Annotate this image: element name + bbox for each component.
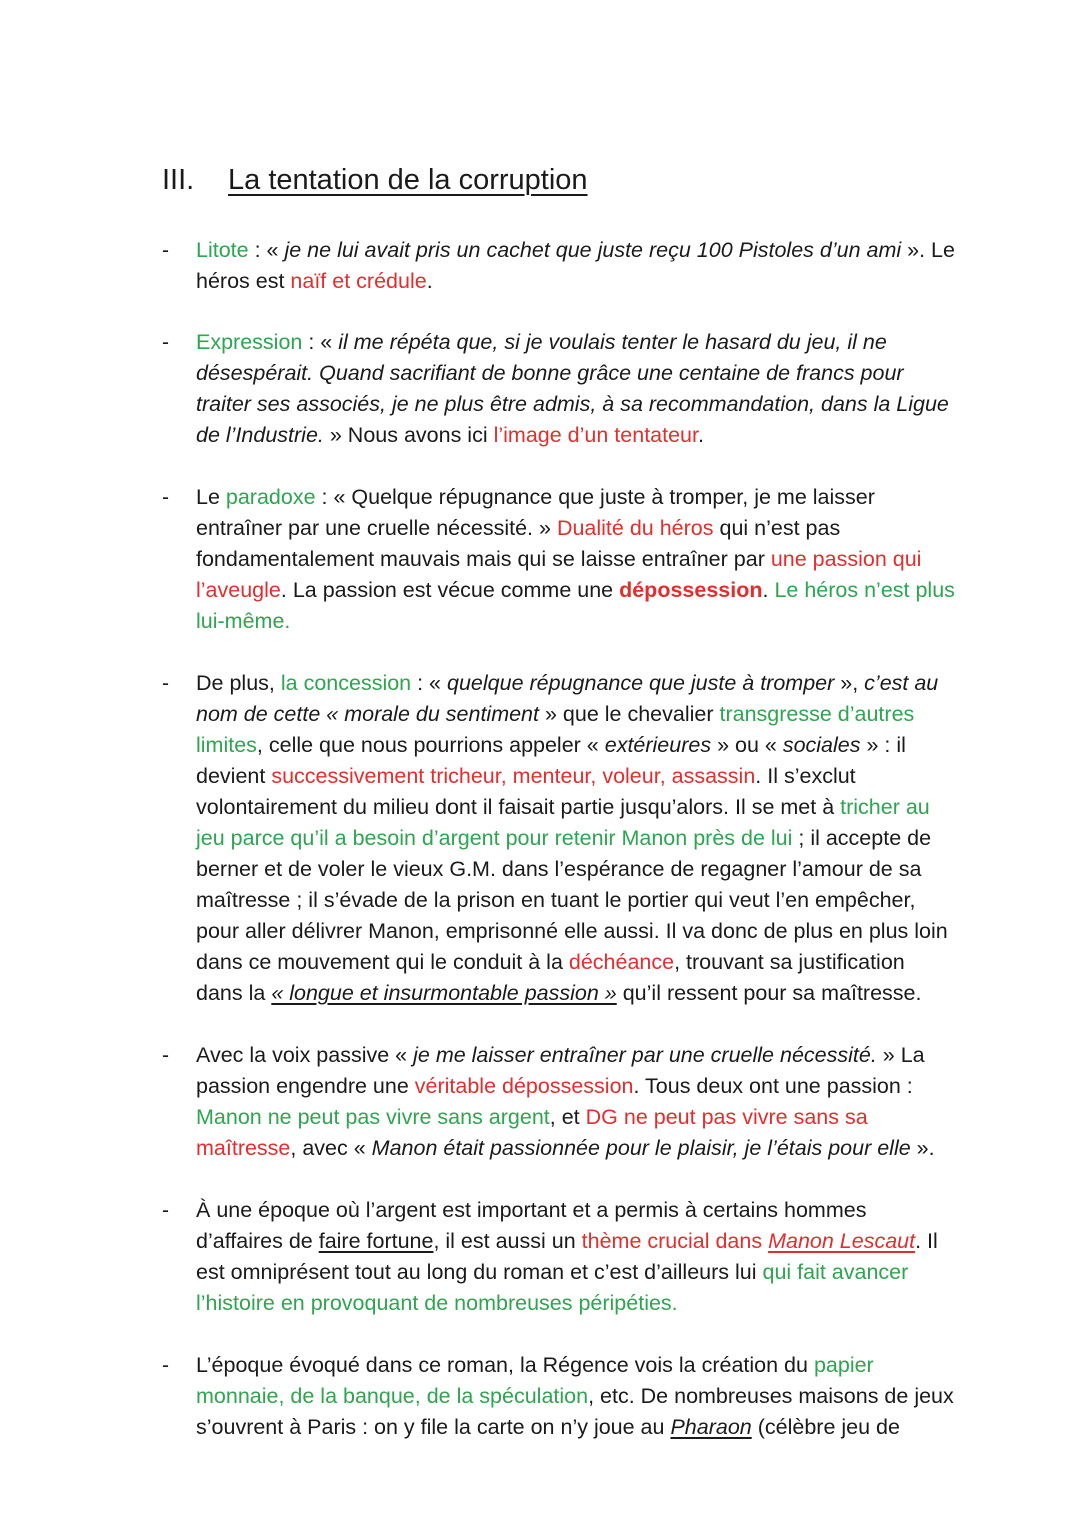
text-run: , et (549, 1105, 586, 1129)
text-run: héros est (196, 269, 291, 293)
text-run: Expression (196, 330, 303, 354)
text-run: , etc. De nombreuses maisons de jeux (588, 1384, 954, 1408)
text-line (196, 916, 1036, 947)
text-line (196, 544, 1036, 575)
text-run: , avec « (290, 1136, 372, 1160)
bullet-text (196, 482, 1036, 637)
text-run: tricher au (840, 795, 930, 819)
text-line (196, 1133, 1036, 1164)
text-run: . (426, 269, 433, 293)
text-run: , trouvant sa justification (674, 950, 905, 974)
text-line (196, 1195, 1036, 1226)
text-run: traiter ses associés, je ne plus être admis, à sa recommandation, dans la Ligue (196, 392, 949, 416)
text-line (196, 699, 1036, 730)
text-line (196, 1226, 1036, 1257)
text-line (196, 266, 1036, 297)
bullet-dash: - (162, 1199, 169, 1222)
text-run: , celle que nous pourrions appeler « (256, 733, 605, 757)
text-line (196, 854, 1036, 885)
text-run: : « Quelque répugnance que juste à tromper, je me laisser (315, 485, 875, 509)
text-run: ; il accepte de (792, 826, 932, 850)
text-run: : « (302, 330, 339, 354)
text-run: L’époque évoqué dans ce roman, la Régence vois la création du (196, 1353, 814, 1377)
text-run: maîtresse ; il s’évade de la prison en tuant le portier qui veut l’en empêcher, (196, 888, 916, 912)
text-run: ». (910, 1136, 935, 1160)
text-line (196, 978, 1036, 1009)
text-run: berner et de voler le vieux G.M. dans l’espérance de regagner l’amour de sa (196, 857, 922, 881)
text-run: ». Le (901, 238, 955, 262)
text-line (196, 575, 1036, 606)
bullet-text (196, 235, 1036, 297)
text-run: transgresse d’autres (719, 702, 915, 726)
text-run: . La passion est vécue comme une (280, 578, 620, 602)
text-run: je me laisser entraîner par une cruelle nécessité. (413, 1043, 877, 1067)
text-line (196, 947, 1036, 978)
text-line (196, 1350, 1036, 1381)
text-run: désespérait. Quand sacrifiant de bonne grâce une centaine de francs pour (196, 361, 904, 385)
bullet-text (196, 668, 1036, 1009)
text-run: une passion qui (770, 547, 922, 571)
text-run: (célèbre jeu de (751, 1415, 900, 1439)
text-run: extérieures (604, 733, 712, 757)
text-line (196, 327, 1036, 358)
text-run: naïf et crédule (290, 269, 427, 293)
text-run: Dualité du héros (556, 516, 714, 540)
section-title: La tentation de la corruption (228, 164, 588, 196)
text-run: fondamentalement mauvais mais qui se laisse entraîner par (196, 547, 771, 571)
text-run: l’image d’un tentateur (493, 423, 698, 447)
text-run: » que le chevalier (539, 702, 720, 726)
text-run: De plus, (196, 671, 281, 695)
text-line (196, 1412, 1036, 1443)
text-run: dans ce mouvement qui le conduit à la (196, 950, 569, 974)
bullet-text (196, 1040, 1036, 1164)
text-run: , il est aussi un (433, 1229, 582, 1253)
text-line (196, 513, 1036, 544)
text-run: lui-même. (196, 609, 291, 633)
text-run: je ne lui avait pris un cachet que juste reçu 100 Pistoles d’un ami (284, 238, 902, 262)
text-run: Manon ne peut pas vivre sans argent (196, 1105, 550, 1129)
text-run: Manon Lescaut (768, 1229, 916, 1253)
bullet-dash: - (162, 1044, 169, 1067)
bullet-dash: - (162, 1354, 169, 1377)
text-run: Le (196, 485, 226, 509)
text-run: entraîner par une cruelle nécessité. » (196, 516, 557, 540)
text-line (196, 1381, 1036, 1412)
text-line (196, 358, 1036, 389)
text-run: », (834, 671, 865, 695)
text-run: qui n’est pas (713, 516, 841, 540)
text-run: . Tous deux ont une passion : (633, 1074, 913, 1098)
text-line (196, 1288, 1036, 1319)
text-run: : « (411, 671, 447, 695)
text-line (196, 761, 1036, 792)
text-run: dépossession (619, 578, 763, 602)
text-run: de l’Industrie. (196, 423, 324, 447)
text-run: paradoxe (225, 485, 316, 509)
text-line (196, 482, 1036, 513)
text-run: . Il s’exclut (755, 764, 856, 788)
text-run: papier (813, 1353, 874, 1377)
text-run: qui fait avancer (762, 1260, 909, 1284)
section-heading (162, 160, 588, 200)
text-run: Litote (196, 238, 249, 262)
text-run: Avec la voix passive « (196, 1043, 414, 1067)
text-run: quelque répugnance que juste à tromper (447, 671, 835, 695)
bullet-dash: - (162, 672, 169, 695)
text-run: jeu parce qu’il a besoin d’argent pour retenir Manon près de lui (196, 826, 793, 850)
text-run: . (697, 423, 704, 447)
text-run: sociales (782, 733, 861, 757)
text-run: s’ouvrent à Paris : on y file la carte on n’y joue au (196, 1415, 671, 1439)
text-line (196, 885, 1036, 916)
text-line (196, 606, 1036, 637)
text-run: . (762, 578, 775, 602)
bullet-text (196, 1195, 1036, 1319)
text-line (196, 823, 1036, 854)
bullet-dash: - (162, 239, 169, 262)
text-run: » ou « (711, 733, 783, 757)
text-line (196, 792, 1036, 823)
text-run: volontairement du milieu dont il faisait partie jusqu’alors. Il se met à (196, 795, 841, 819)
text-run: » Nous avons ici (323, 423, 494, 447)
text-run: c’est au (864, 671, 939, 695)
text-run: la concession (280, 671, 412, 695)
text-run: monnaie, de la banque, de la spéculation (196, 1384, 589, 1408)
text-run: devient (196, 764, 272, 788)
text-run: : « (248, 238, 285, 262)
text-run: qu’il ressent pour sa maîtresse. (616, 981, 922, 1005)
bullet-dash: - (162, 486, 169, 509)
text-run: pour aller délivrer Manon, emprisonné elle aussi. Il va donc de plus en plus loin (196, 919, 948, 943)
text-run: faire fortune (318, 1229, 434, 1253)
text-run: Le héros n’est plus (774, 578, 955, 602)
text-run: » : il (860, 733, 906, 757)
text-run: dans la (196, 981, 272, 1005)
text-run: nom de cette « morale du sentiment (196, 702, 539, 726)
text-run: thème crucial dans (581, 1229, 769, 1253)
text-run: l’aveugle (196, 578, 281, 602)
text-run: d’affaires de (196, 1229, 319, 1253)
text-run: il me répéta que, si je voulais tenter le hasard du jeu, il ne (338, 330, 887, 354)
text-line (196, 730, 1036, 761)
text-run: « longue et insurmontable passion » (271, 981, 617, 1005)
text-run: maîtresse (196, 1136, 291, 1160)
text-run: limites (196, 733, 257, 757)
text-line (196, 389, 1036, 420)
section-number: III. (162, 164, 195, 196)
text-line (196, 1102, 1036, 1133)
text-line (196, 668, 1036, 699)
text-line (196, 420, 1036, 451)
bullet-text (196, 1350, 1036, 1443)
text-run: successivement tricheur, menteur, voleur, assassin (271, 764, 756, 788)
text-run: . Il (915, 1229, 938, 1253)
bullet-dash: - (162, 331, 169, 354)
text-run: » La (876, 1043, 925, 1067)
text-run: DG ne peut pas vivre sans sa (585, 1105, 868, 1129)
text-run: Manon était passionnée pour le plaisir, je l’étais pour elle (371, 1136, 911, 1160)
bullet-text (196, 327, 1036, 451)
text-line (196, 1257, 1036, 1288)
text-line (196, 235, 1036, 266)
text-run: véritable dépossession (414, 1074, 634, 1098)
text-run: l’histoire en provoquant de nombreuses péripéties. (196, 1291, 678, 1315)
text-line (196, 1071, 1036, 1102)
text-line (196, 1040, 1036, 1071)
text-run: passion engendre une (196, 1074, 415, 1098)
text-run: À une époque où l’argent est important et a permis à certains hommes (196, 1198, 867, 1222)
text-run: déchéance (568, 950, 675, 974)
text-run: est omniprésent tout au long du roman et c’est d’ailleurs lui (196, 1260, 763, 1284)
text-run: Pharaon (670, 1415, 752, 1439)
